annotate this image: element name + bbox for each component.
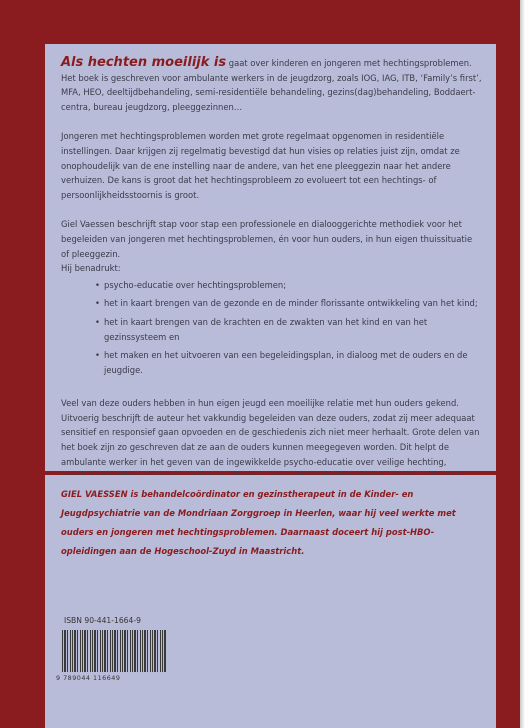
- emphasis-list: [61, 278, 482, 378]
- intro-paragraph: [61, 56, 482, 114]
- list-item: • het in kaart brengen van de krachten en de zwakten van het kind en van het gezinssysteem en: [95, 316, 428, 342]
- page-edge-shadow: [520, 0, 525, 728]
- list-item: • psycho-educatie over hechtingsproblemen;: [104, 278, 482, 293]
- paragraph-residential: Jongeren met hechtingsproblemen worden met grote regelmaat opgenomen in residentiële instellingen. Daar krijgen zij regelmatig bevestigd dat hun visies op relaties juist zijn, omdat ze onophoudelijk van de ene instelling naar de andere, van het ene pleeggezin naar het andere verhuizen. De kans is groot dat het hechtingsprobleem zo evolueert tot een hechtings- of persoonlijkheidsstoornis is groot.: [61, 131, 460, 200]
- bullet-glyph: •: [95, 316, 100, 327]
- intro-text: gaat over kinderen en jongeren met hechtingsproblemen. Het boek is geschreven voor ambulante werkers in de jeugdzorg, zoals IOG, IAG, ITB, ‘Family’s first’, MFA, HEO, deeltijdbehandeling, semi-residentiële behandeling, gezins(dag)behandeling, Boddaert-centra, bureau jeugdzorg, pleeggezinnen…: [61, 58, 482, 112]
- bullet-glyph: •: [95, 350, 100, 361]
- list-item: • het maken en het uitvoeren van een begeleidingsplan, in dialoog met de ouders en de jeugdige.: [95, 350, 468, 375]
- list-item: • het in kaart brengen van de gezonde en de minder florissante ontwikkeling van het kind;: [104, 296, 482, 311]
- author-panel: [45, 475, 496, 728]
- isbn-label: ISBN 90-441-1664-9: [64, 616, 141, 625]
- bullet-glyph: •: [95, 279, 100, 290]
- blurb-panel: [45, 44, 496, 471]
- book-title-lead: Als hechten moeilijk is: [61, 55, 227, 70]
- emphasis-intro: Hij benadrukt:: [61, 263, 121, 274]
- bullet-glyph: •: [95, 298, 100, 309]
- barcode-icon: [62, 630, 166, 672]
- author-bio: GIEL VAESSEN is behandelcoördinator en gezinstherapeut in de Kinder- en Jeugdpsychiatrie van de Mondriaan Zorggroep in Heerlen, waar hij veel werkte met ouders en jongeren met hechtingsproblemen. Daarnaast doceert hij post-HBO-opleidingen aan de Hogeschool-Zuyd in Maastricht.: [61, 489, 456, 556]
- paragraph-method: Giel Vaessen beschrijft stap voor stap een professionele en dialooggerichte methodiek voor het begeleiden van jongeren met hechtingsproblemen, én voor hun ouders, in hun eigen thuissituatie of pleeggezin.: [61, 219, 473, 259]
- barcode-number: 9 789044 116649: [56, 674, 121, 682]
- paragraph-parents: Veel van deze ouders hebben in hun eigen jeugd een moeilijke relatie met hun ouders gekend. Uitvoerig beschrijft de auteur het vakkundig begeleiden van deze ouders, zodat zij meer adequaat sensitief en responsief gaan opvoeden en de geschiedenis zich niet meer herhaalt. Grote delen van het boek zijn zo geschreven dat ze aan de ouders kunnen meegegeven worden. Dit helpt de ambulante werker in het geven van de ingewikkelde psycho-educatie over veilige hechting,: [61, 398, 480, 467]
